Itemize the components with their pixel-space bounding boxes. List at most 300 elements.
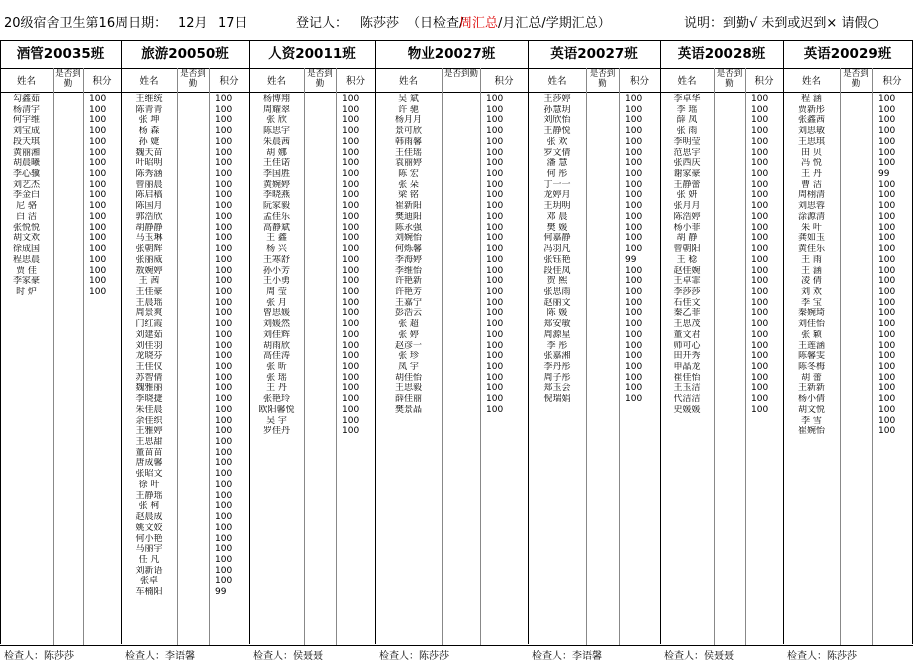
student-name: 龙晓芬 bbox=[135, 351, 163, 362]
student-name: 车楠阳 bbox=[135, 587, 163, 598]
class-header: 人资20011班 bbox=[268, 46, 356, 62]
student-score: 100 bbox=[751, 126, 769, 137]
student-name: 陈浩婷 bbox=[673, 211, 701, 222]
checker-label: 检查人：陈莎莎 bbox=[4, 651, 74, 662]
student-name: 魏天苗 bbox=[135, 147, 163, 158]
student-name: 许艳新 bbox=[394, 276, 422, 287]
student-score: 100 bbox=[751, 404, 769, 415]
student-score: 100 bbox=[878, 426, 896, 437]
student-name: 余佳织 bbox=[135, 415, 163, 426]
class-header: 英语20027班 bbox=[550, 46, 638, 62]
student-name: 李心骥 bbox=[12, 169, 40, 180]
student-score: 100 bbox=[215, 286, 233, 297]
name-col-divider bbox=[442, 68, 443, 645]
student-score: 100 bbox=[878, 104, 896, 115]
student-name: 彭浩云 bbox=[394, 308, 422, 319]
registrar-label: 登记人： bbox=[296, 16, 349, 31]
student-name: 曾思媛 bbox=[262, 308, 290, 319]
student-name: 涂源清 bbox=[797, 211, 825, 222]
student-score: 100 bbox=[215, 447, 233, 458]
student-score: 100 bbox=[342, 394, 360, 405]
student-score: 100 bbox=[751, 94, 769, 104]
student-name: 石佳文 bbox=[673, 297, 701, 308]
student-score: 100 bbox=[625, 308, 643, 319]
student-score: 100 bbox=[878, 383, 896, 394]
student-score: 100 bbox=[215, 190, 233, 201]
student-name: 樊景晶 bbox=[394, 404, 422, 415]
student-name: 王思琪 bbox=[797, 136, 825, 147]
attend-col-label: 是否到勤 bbox=[55, 69, 81, 89]
student-score: 100 bbox=[342, 372, 360, 383]
student-name: 唐成馨 bbox=[135, 458, 163, 469]
student-name: 刘婉怡 bbox=[394, 233, 422, 244]
student-score: 100 bbox=[878, 147, 896, 158]
student-score: 100 bbox=[342, 136, 360, 147]
student-score: 100 bbox=[878, 115, 896, 126]
student-name: 孟佳乐 bbox=[262, 211, 290, 222]
student-name: 张 坤 bbox=[138, 115, 160, 126]
score-col-label: 积分 bbox=[629, 76, 649, 87]
student-score: 100 bbox=[625, 211, 643, 222]
student-score: 100 bbox=[878, 265, 896, 276]
checker-label: 检查人：李语馨 bbox=[125, 651, 195, 662]
student-name: 龚如玉 bbox=[797, 233, 825, 244]
class-divider bbox=[660, 40, 661, 644]
modes-active: 周汇总 bbox=[459, 16, 499, 31]
student-score: 100 bbox=[215, 576, 233, 587]
student-score: 100 bbox=[342, 308, 360, 319]
attend-col-label: 是否到勤 bbox=[307, 69, 333, 89]
student-score: 100 bbox=[878, 394, 896, 405]
student-score: 100 bbox=[215, 469, 233, 480]
student-score: 100 bbox=[486, 94, 504, 104]
student-score: 100 bbox=[89, 179, 107, 190]
student-score: 100 bbox=[751, 351, 769, 362]
student-score: 100 bbox=[89, 94, 107, 104]
student-name: 魏雅丽 bbox=[135, 383, 163, 394]
student-score: 100 bbox=[342, 169, 360, 180]
student-name: 刘佳羽 bbox=[135, 340, 163, 351]
student-name: 王 鑫 bbox=[266, 233, 287, 244]
student-name: 张 月 bbox=[266, 297, 287, 308]
name-col-label: 姓名 bbox=[266, 76, 286, 87]
student-score: 100 bbox=[751, 265, 769, 276]
student-score: 99 bbox=[878, 169, 890, 180]
student-score: 100 bbox=[878, 276, 896, 287]
student-score: 100 bbox=[751, 104, 769, 115]
student-score: 100 bbox=[215, 372, 233, 383]
student-name: 谢家豪 bbox=[673, 169, 701, 180]
class-header: 酒管20035班 bbox=[16, 46, 105, 62]
student-score: 100 bbox=[751, 201, 769, 212]
student-name: 张悦悦 bbox=[12, 222, 40, 233]
student-score: 100 bbox=[89, 104, 107, 115]
student-score: 100 bbox=[878, 404, 896, 415]
student-name: 樊 媛 bbox=[546, 222, 568, 233]
student-name: 徐 叶 bbox=[138, 479, 160, 490]
student-name: 程思晨 bbox=[12, 254, 40, 265]
student-name: 贾新彤 bbox=[797, 104, 825, 115]
student-name: 王 丹 bbox=[801, 169, 822, 180]
student-name: 张卓 bbox=[139, 576, 158, 587]
student-name: 刘 欢 bbox=[801, 286, 822, 297]
student-score: 100 bbox=[486, 351, 504, 362]
student-name: 张钰艳 bbox=[543, 254, 571, 265]
student-score: 100 bbox=[215, 533, 233, 544]
student-score: 100 bbox=[342, 404, 360, 415]
student-name: 周栩清 bbox=[797, 190, 825, 201]
name-col-divider bbox=[714, 68, 715, 645]
student-score: 100 bbox=[878, 158, 896, 169]
student-name: 白 洁 bbox=[16, 211, 37, 222]
student-score: 100 bbox=[878, 372, 896, 383]
checker-label: 检查人：侯聂聂 bbox=[253, 651, 323, 662]
student-name: 曾朝阳 bbox=[673, 244, 701, 255]
class-header: 英语20029班 bbox=[803, 46, 892, 62]
class-divider bbox=[783, 40, 784, 644]
student-name: 孙慧玥 bbox=[543, 104, 571, 115]
student-score: 100 bbox=[751, 169, 769, 180]
student-score: 100 bbox=[625, 179, 643, 190]
student-score: 100 bbox=[342, 319, 360, 330]
student-name: 李国胜 bbox=[262, 169, 290, 180]
modes-rest: /月汇总/学期汇总） bbox=[498, 16, 611, 31]
student-score: 100 bbox=[751, 147, 769, 158]
student-name: 贺 熙 bbox=[546, 276, 568, 287]
student-name: 何 彤 bbox=[546, 169, 568, 180]
student-name: 王新新 bbox=[797, 383, 825, 394]
student-score: 100 bbox=[486, 308, 504, 319]
student-score: 100 bbox=[215, 383, 233, 394]
student-name: 王玥明 bbox=[543, 201, 571, 212]
student-name: 杨小菲 bbox=[673, 222, 701, 233]
title-day: 17日 bbox=[218, 16, 248, 31]
student-score: 100 bbox=[342, 233, 360, 244]
student-name: 赵彦一 bbox=[394, 340, 422, 351]
title-month: 12月 bbox=[178, 16, 208, 31]
checker-label: 检查人：侯聂聂 bbox=[664, 651, 734, 662]
student-score: 100 bbox=[342, 244, 360, 255]
student-name: 冯 悦 bbox=[801, 158, 822, 169]
student-name: 张丽威 bbox=[135, 254, 163, 265]
student-score: 100 bbox=[486, 297, 504, 308]
student-score: 100 bbox=[215, 437, 233, 448]
class-divider bbox=[249, 40, 250, 644]
attend-col-label: 是否到勤 bbox=[843, 69, 869, 89]
student-name: 代洁洁 bbox=[673, 394, 701, 405]
student-name: 曹 洁 bbox=[801, 179, 822, 190]
student-name: 杨月月 bbox=[394, 115, 422, 126]
student-name: 王思茂 bbox=[673, 319, 701, 330]
student-score: 100 bbox=[215, 201, 233, 212]
student-score: 100 bbox=[751, 158, 769, 169]
student-score: 100 bbox=[215, 179, 233, 190]
student-score: 100 bbox=[342, 201, 360, 212]
student-score: 100 bbox=[486, 201, 504, 212]
student-score: 100 bbox=[486, 265, 504, 276]
student-score: 100 bbox=[878, 319, 896, 330]
student-name: 周 莹 bbox=[266, 286, 287, 297]
student-name: 王维统 bbox=[135, 94, 163, 104]
student-name: 李明莹 bbox=[673, 136, 701, 147]
class-divider bbox=[375, 40, 376, 644]
student-score: 100 bbox=[751, 286, 769, 297]
student-score: 100 bbox=[878, 286, 896, 297]
student-name: 叶昭明 bbox=[135, 158, 163, 169]
student-score: 100 bbox=[751, 190, 769, 201]
student-score: 100 bbox=[878, 233, 896, 244]
student-score: 100 bbox=[751, 115, 769, 126]
student-name: 李 宝 bbox=[801, 297, 822, 308]
student-name: 王思甜 bbox=[135, 437, 163, 448]
checker-label: 检查人：李语馨 bbox=[532, 651, 602, 662]
student-score: 100 bbox=[486, 222, 504, 233]
student-score: 100 bbox=[486, 340, 504, 351]
student-name: 倪瑞娟 bbox=[543, 394, 571, 405]
student-name: 王玉洁 bbox=[673, 383, 701, 394]
student-name: 薛 凤 bbox=[676, 115, 698, 126]
student-name: 欧阳馨悦 bbox=[258, 404, 295, 415]
student-score: 100 bbox=[878, 297, 896, 308]
student-name: 胡 蕾 bbox=[801, 372, 822, 383]
student-score: 100 bbox=[342, 115, 360, 126]
student-score: 100 bbox=[215, 394, 233, 405]
student-score: 100 bbox=[342, 104, 360, 115]
student-name: 高静斌 bbox=[262, 222, 290, 233]
student-name: 张 欣 bbox=[266, 115, 287, 126]
student-score: 100 bbox=[342, 351, 360, 362]
student-score: 100 bbox=[486, 362, 504, 372]
student-score: 100 bbox=[625, 329, 643, 340]
student-score: 100 bbox=[878, 190, 896, 201]
student-score: 100 bbox=[625, 190, 643, 201]
student-score: 100 bbox=[215, 544, 233, 555]
student-name: 黄丽湘 bbox=[12, 147, 40, 158]
class-divider bbox=[0, 40, 1, 644]
student-name: 张嘉湘 bbox=[543, 351, 571, 362]
title-row bbox=[0, 6, 913, 32]
student-name: 王 丹 bbox=[266, 383, 287, 394]
student-score: 100 bbox=[625, 222, 643, 233]
student-score: 100 bbox=[625, 340, 643, 351]
student-name: 周子彤 bbox=[543, 372, 571, 383]
student-score: 100 bbox=[625, 265, 643, 276]
student-score: 100 bbox=[215, 490, 233, 501]
student-name: 贾 佳 bbox=[16, 265, 37, 276]
student-score: 100 bbox=[215, 351, 233, 362]
score-col-label: 积分 bbox=[219, 76, 239, 87]
name-col-divider bbox=[304, 68, 305, 645]
student-name: 张 雨 bbox=[676, 126, 698, 137]
student-score: 100 bbox=[625, 362, 643, 372]
student-score: 100 bbox=[878, 136, 896, 147]
student-score: 100 bbox=[878, 254, 896, 265]
student-score: 99 bbox=[215, 587, 227, 598]
student-score: 100 bbox=[751, 222, 769, 233]
student-name: 王静蕾 bbox=[673, 179, 701, 190]
student-score: 100 bbox=[486, 319, 504, 330]
student-score: 100 bbox=[215, 254, 233, 265]
student-name: 王 涵 bbox=[801, 265, 822, 276]
student-score: 100 bbox=[486, 329, 504, 340]
student-score: 100 bbox=[625, 244, 643, 255]
student-score: 100 bbox=[751, 383, 769, 394]
student-name: 张昭文 bbox=[135, 469, 163, 480]
student-score: 100 bbox=[751, 297, 769, 308]
student-name: 陈青青 bbox=[135, 104, 163, 115]
student-name: 王佳豪 bbox=[135, 286, 163, 297]
student-score: 100 bbox=[215, 565, 233, 576]
student-score: 100 bbox=[878, 351, 896, 362]
student-name: 刘佳辉 bbox=[262, 329, 290, 340]
student-score: 100 bbox=[342, 415, 360, 426]
student-score: 100 bbox=[215, 276, 233, 287]
student-score: 100 bbox=[215, 158, 233, 169]
student-name: 王晨瑶 bbox=[135, 297, 163, 308]
student-name: 胡晨曦 bbox=[12, 158, 40, 169]
student-name: 吴 宇 bbox=[266, 415, 287, 426]
student-name: 王雅婷 bbox=[135, 426, 163, 437]
student-score: 100 bbox=[751, 308, 769, 319]
student-name: 丁一一 bbox=[543, 179, 571, 190]
student-score: 100 bbox=[89, 190, 107, 201]
student-name: 张 妍 bbox=[676, 190, 698, 201]
student-name: 段佳凤 bbox=[543, 265, 571, 276]
student-name: 张鑫茜 bbox=[797, 115, 825, 126]
student-name: 张 珍 bbox=[398, 351, 419, 362]
attend-col-label: 是否到勤 bbox=[716, 69, 743, 89]
student-score: 100 bbox=[486, 233, 504, 244]
student-name: 赵晨成 bbox=[135, 512, 163, 523]
student-score: 100 bbox=[215, 415, 233, 426]
student-name: 朱 叶 bbox=[801, 222, 822, 233]
student-score: 100 bbox=[89, 201, 107, 212]
student-name: 李金白 bbox=[12, 190, 40, 201]
student-score: 100 bbox=[215, 94, 233, 104]
student-name: 凌 倩 bbox=[801, 276, 822, 287]
student-name: 敖婉婷 bbox=[135, 265, 163, 276]
student-name: 赵丽文 bbox=[543, 297, 571, 308]
student-name: 许 驰 bbox=[398, 104, 419, 115]
student-score: 100 bbox=[342, 211, 360, 222]
student-score: 100 bbox=[215, 512, 233, 523]
student-name: 刘欣怡 bbox=[543, 115, 571, 126]
student-name: 李 雪 bbox=[801, 415, 822, 426]
class-header: 物业20027班 bbox=[407, 46, 496, 62]
student-score: 100 bbox=[342, 222, 360, 233]
student-name: 刘媛然 bbox=[262, 319, 290, 330]
student-score: 100 bbox=[625, 104, 643, 115]
student-score: 100 bbox=[486, 286, 504, 297]
student-score: 100 bbox=[89, 211, 107, 222]
student-score: 100 bbox=[486, 115, 504, 126]
student-name: 张 超 bbox=[398, 319, 419, 330]
student-score: 100 bbox=[751, 372, 769, 383]
student-name: 凤 宇 bbox=[398, 362, 419, 372]
student-name: 张 柯 bbox=[138, 501, 160, 512]
student-score: 100 bbox=[342, 426, 360, 437]
student-name: 刘宝成 bbox=[12, 126, 40, 137]
student-score: 100 bbox=[215, 104, 233, 115]
student-score: 100 bbox=[625, 394, 643, 405]
student-name: 陈思宇 bbox=[262, 126, 290, 137]
student-score: 100 bbox=[215, 211, 233, 222]
student-score: 100 bbox=[342, 190, 360, 201]
student-name: 李晓燕 bbox=[262, 190, 290, 201]
student-name: 朱佳晨 bbox=[135, 404, 163, 415]
student-name: 胡雨欣 bbox=[262, 340, 290, 351]
student-score: 100 bbox=[215, 501, 233, 512]
student-name: 尼 骆 bbox=[16, 201, 37, 212]
student-name: 何小艳 bbox=[135, 533, 163, 544]
student-name: 张艳玲 bbox=[262, 394, 290, 405]
student-name: 王静悦 bbox=[543, 126, 571, 137]
student-name: 崔佳怡 bbox=[673, 372, 701, 383]
student-name: 李卓华 bbox=[673, 94, 701, 104]
student-score: 100 bbox=[878, 329, 896, 340]
student-name: 朱晨茜 bbox=[262, 136, 290, 147]
student-name: 罗文倩 bbox=[543, 147, 571, 158]
student-name: 杨清宇 bbox=[12, 104, 40, 115]
student-score: 100 bbox=[625, 319, 643, 330]
student-score: 100 bbox=[625, 169, 643, 180]
student-score: 100 bbox=[878, 340, 896, 351]
student-score: 100 bbox=[878, 211, 896, 222]
student-name: 李 瑶 bbox=[676, 104, 698, 115]
registrar-name: 陈莎莎 bbox=[360, 16, 400, 31]
student-name: 崔婉怡 bbox=[797, 426, 825, 437]
student-score: 100 bbox=[878, 308, 896, 319]
student-name: 孙小芳 bbox=[262, 265, 290, 276]
student-name: 崔新阳 bbox=[394, 201, 422, 212]
student-name: 苏智倩 bbox=[135, 372, 163, 383]
student-score: 100 bbox=[625, 276, 643, 287]
student-score: 100 bbox=[215, 222, 233, 233]
student-name: 许艳芳 bbox=[394, 286, 422, 297]
student-score: 100 bbox=[342, 179, 360, 190]
student-score: 100 bbox=[215, 136, 233, 147]
student-score: 100 bbox=[342, 147, 360, 158]
student-score: 100 bbox=[342, 276, 360, 287]
student-name: 胡 静 bbox=[676, 233, 698, 244]
student-name: 胡文悦 bbox=[797, 404, 825, 415]
student-score: 100 bbox=[342, 286, 360, 297]
student-name: 樊迪阳 bbox=[394, 211, 422, 222]
student-name: 黄佳乐 bbox=[797, 244, 825, 255]
score-col-label: 积分 bbox=[345, 76, 365, 87]
student-name: 刘艺杰 bbox=[12, 179, 40, 190]
student-score: 100 bbox=[486, 394, 504, 405]
student-score: 100 bbox=[486, 404, 504, 415]
student-name: 陈国月 bbox=[135, 201, 163, 212]
student-score: 100 bbox=[625, 201, 643, 212]
student-name: 杨 兴 bbox=[266, 244, 287, 255]
student-score: 100 bbox=[878, 244, 896, 255]
student-name: 杨小倩 bbox=[797, 394, 825, 405]
student-name: 陈 宏 bbox=[398, 169, 419, 180]
student-name: 秦乙菲 bbox=[673, 308, 701, 319]
student-score: 100 bbox=[342, 94, 360, 104]
student-name: 黄婉婷 bbox=[262, 179, 290, 190]
student-score: 100 bbox=[89, 276, 107, 287]
student-score: 100 bbox=[342, 383, 360, 394]
student-name: 秦婉琦 bbox=[797, 308, 825, 319]
student-score: 100 bbox=[89, 158, 107, 169]
name-col-label: 姓名 bbox=[139, 76, 159, 87]
student-name: 曾丽晨 bbox=[135, 179, 163, 190]
student-score: 100 bbox=[215, 169, 233, 180]
student-score: 100 bbox=[215, 458, 233, 469]
